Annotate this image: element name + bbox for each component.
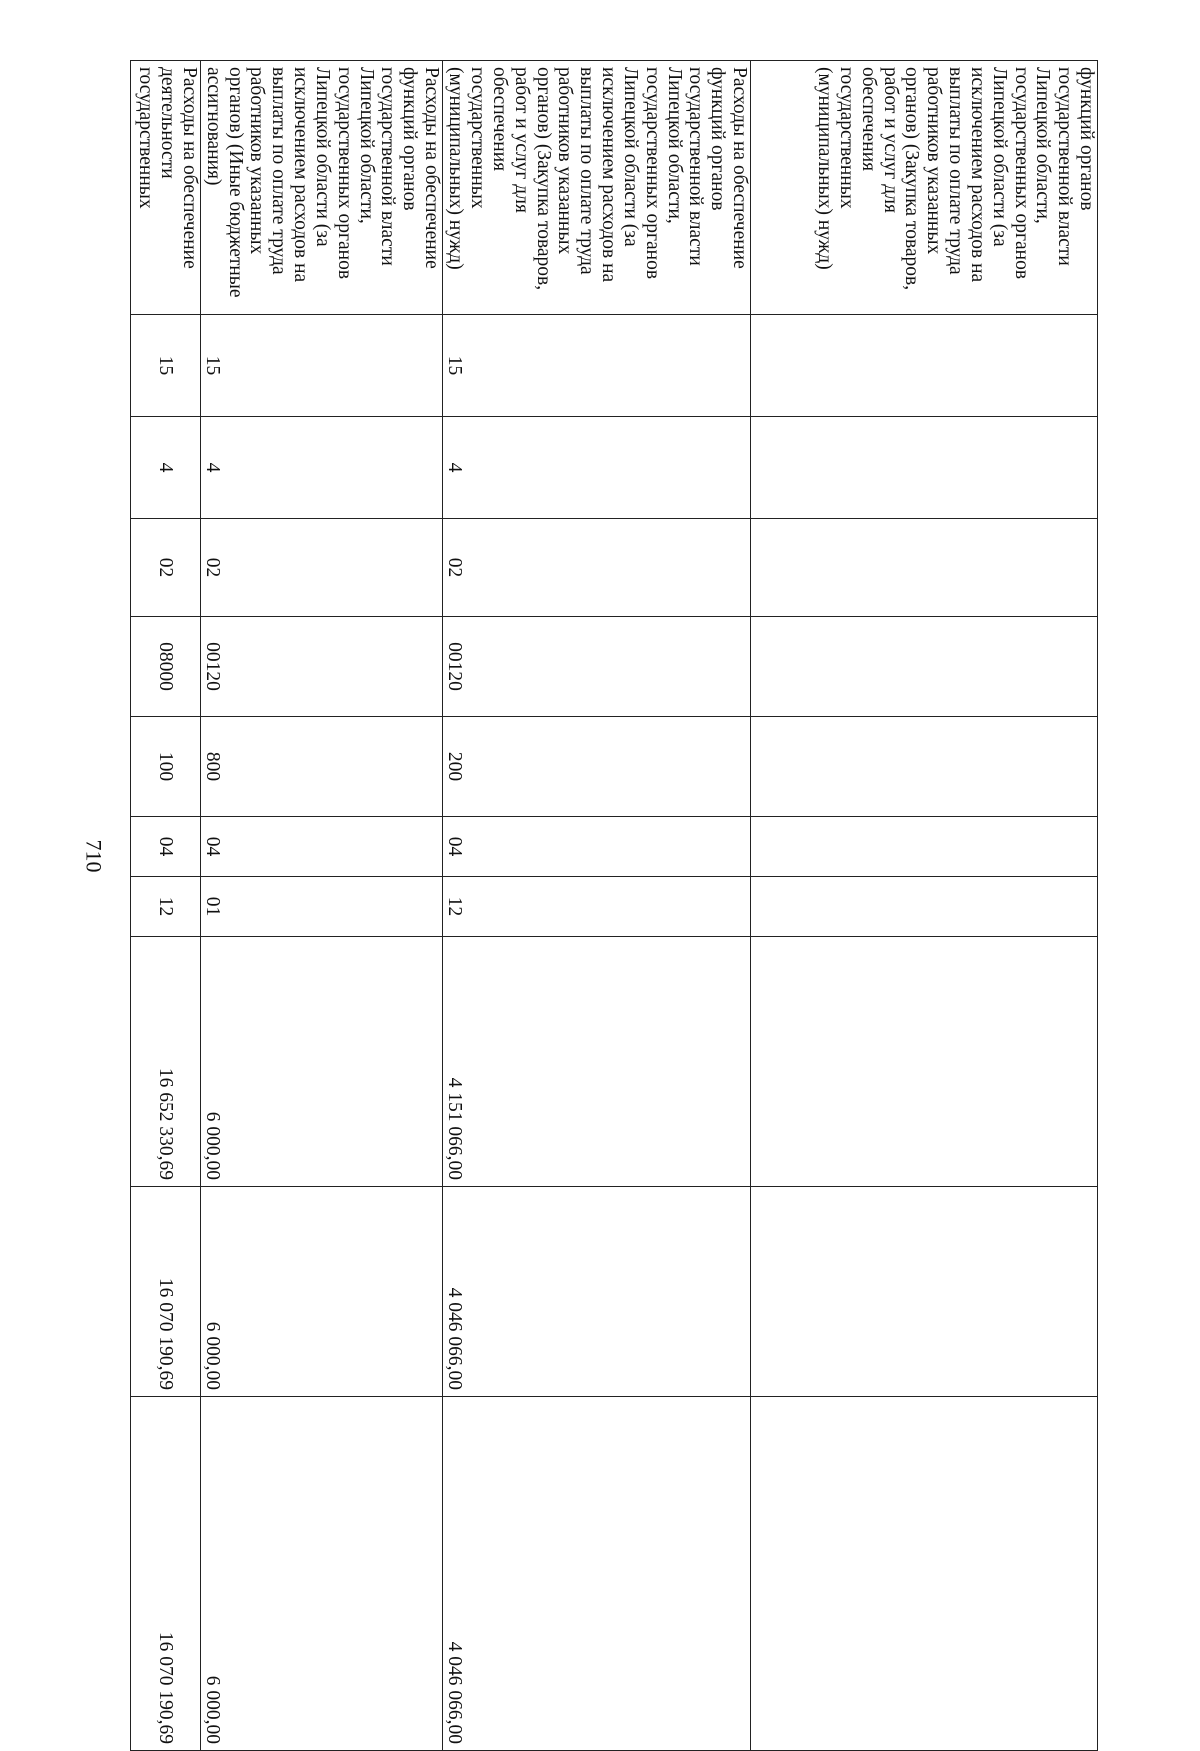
cell-code xyxy=(751,519,1098,617)
cell-code: 4 xyxy=(201,417,443,519)
cell-code: 08000 xyxy=(131,617,201,717)
cell-code: 15 xyxy=(131,315,201,417)
budget-table xyxy=(130,60,1098,1751)
cell-code: 12 xyxy=(131,877,201,937)
row-description: Расходы на обеспечение деятельности государственных xyxy=(131,61,201,315)
cell-amount: 6 000,00 xyxy=(201,1187,443,1397)
cell-amount: 6 000,00 xyxy=(201,1397,443,1751)
cell-code xyxy=(751,315,1098,417)
cell-amount xyxy=(751,1187,1098,1397)
cell-code: 01 xyxy=(201,877,443,937)
row-description: Расходы на обеспечение функций органов государственной власти Липецкой области, государственных органов Липецкой области (за исключением расходов на выплаты по оплате труда работников указанных органов) (Закупка товаров, работ и услуг для обеспечения государственных (муниципальных) нужд) xyxy=(443,61,751,315)
table-row xyxy=(201,61,443,1751)
cell-amount xyxy=(751,1397,1098,1751)
cell-amount: 6 000,00 xyxy=(201,937,443,1187)
cell-amount: 4 151 066,00 xyxy=(443,937,751,1187)
budget-table-container xyxy=(131,60,1098,1744)
cell-code: 02 xyxy=(443,519,751,617)
cell-code: 04 xyxy=(201,817,443,877)
cell-code xyxy=(751,877,1098,937)
cell-code: 02 xyxy=(131,519,201,617)
cell-amount: 16 070 190,69 xyxy=(131,1187,201,1397)
cell-code: 00120 xyxy=(201,617,443,717)
cell-amount: 4 046 066,00 xyxy=(443,1187,751,1397)
cell-amount: 4 046 066,00 xyxy=(443,1397,751,1751)
table-row xyxy=(751,61,1098,1751)
cell-code: 100 xyxy=(131,717,201,817)
cell-code: 800 xyxy=(201,717,443,817)
cell-code: 00120 xyxy=(443,617,751,717)
cell-code: 04 xyxy=(443,817,751,877)
cell-code: 15 xyxy=(201,315,443,417)
cell-code xyxy=(751,717,1098,817)
cell-code: 04 xyxy=(131,817,201,877)
cell-code: 4 xyxy=(443,417,751,519)
cell-code: 15 xyxy=(443,315,751,417)
row-description: Расходы на обеспечение функций органов государственной власти Липецкой области, государственных органов Липецкой области (за исключением расходов на выплаты по оплате труда работников указанных органов) (Иные бюджетные ассигнования) xyxy=(201,61,443,315)
cell-amount: 16 070 190,69 xyxy=(131,1397,201,1751)
cell-code: 200 xyxy=(443,717,751,817)
cell-code xyxy=(751,417,1098,519)
cell-code xyxy=(751,617,1098,717)
cell-code: 02 xyxy=(201,519,443,617)
cell-amount xyxy=(751,937,1098,1187)
table-row xyxy=(443,61,751,1751)
row-description: функций органов государственной власти Липецкой области, государственных органов Липецкой области (за исключением расходов на выплаты по оплате труда работников указанных органов) (Закупка товаров, работ и услуг для обеспечения государственных (муниципальных) нужд) xyxy=(751,61,1098,315)
cell-code xyxy=(751,817,1098,877)
cell-code: 12 xyxy=(443,877,751,937)
page-number: 710 xyxy=(81,839,106,873)
cell-amount: 16 652 330,69 xyxy=(131,937,201,1187)
table-row xyxy=(131,61,201,1751)
cell-code: 4 xyxy=(131,417,201,519)
